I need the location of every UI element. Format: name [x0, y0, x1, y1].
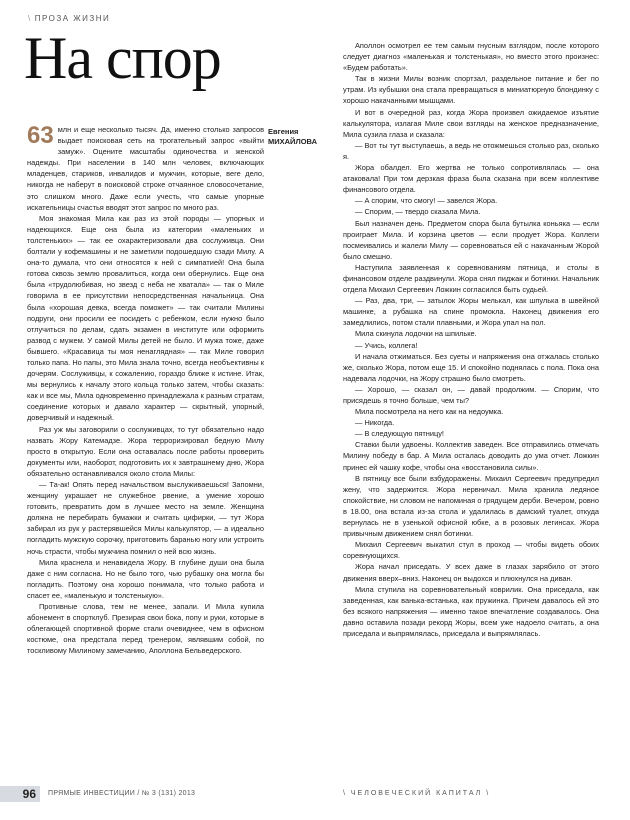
paragraph: В пятницу все были взбудоражены. Михаил Сергеевич предупредил жену, что задержится. Жора нервничал. Мила хранила ледяное спокойствие, ни словом не напоминая о грядущем дерби. Вечером, ровно в 18.00, она встала из-за стола и удалилась в дамский туалет, откуда вернулась не в узенькой офисной юбке, а в розовых легинсах. Жора привычным движением снял ботинки.: [343, 473, 599, 539]
paragraph: Так в жизни Милы возник спортзал, раздельное питание и бег по утрам. Из кубышки она стала превращаться в миниатюрную блондинку с хорошо накачанными мышцами.: [343, 74, 599, 106]
paragraph: — Учись, коллега!: [355, 340, 418, 350]
rubric-slash: \: [28, 14, 32, 23]
paragraph: — Никогда.: [355, 418, 395, 428]
paragraph: Михаил Сергеевич выкатил стул в проход — чтобы видеть обоих соревнующихся.: [343, 540, 599, 561]
paragraph: — Спорим, — твердо сказала Мила.: [355, 207, 481, 217]
paragraph: Мила ступила на соревновательный коврилик. Она приседала, как заведенная, как ванька-встанька, как пружинка. Причем давалось ей это без всякого напряжения — именно такое впечатление создавалось. Она давно оставила позади рекорд Жоры, всем уже надоело считать, а она приседала и выпрямлялась, приседала и выпрямлялась.: [343, 584, 599, 638]
paragraph: — Раз, два, три, — затылок Жоры мелькал, как шпулька в швейной машинке, а рубашка на спине промокла. Наконец движения его замедлились, потом стали плавными, и Жора упал на пол.: [343, 296, 599, 328]
paragraph: Мила краснела и ненавидела Жору. В глубине души она была даже с ним согласна. Но не было того, чью рубашку она могла бы погладить. Поэтому она хорошо понимала, что только работа и спасет ее, «маленькую и толстенькую».: [27, 557, 264, 600]
paragraph: Наступила заявленная к соревнованиям пятница, и столы в финансовом отделе раздвинули. Жора снял пиджак и ботинки. Начальник отдела Михаил Сергеевич Ложкин согласился быть судьей.: [343, 262, 599, 295]
page-footer: [0, 786, 630, 808]
author-last-name: МИХАЙЛОВА: [268, 137, 318, 146]
rubric-label: ПРОЗА ЖИЗНИ: [34, 14, 111, 23]
paragraph: Мила посмотрела на него как на недоумка.: [355, 407, 504, 417]
author-first-name: Евгения: [268, 127, 299, 136]
page-number: 96: [0, 786, 40, 802]
paragraph: Раз уж мы заговорили о сослуживцах, то тут обязательно надо назвать Жору Катемадзе. Жора терроризировал бедную Милу просто в открытую. Если она оставалась после работы проверить документы или, наоборот, подготовить их к завтрашнему дню, Жора обязательно останавливался около стола Милы:: [27, 424, 264, 478]
paragraph: [27, 124, 264, 213]
paragraph: И начала отжиматься. Без суеты и напряжения она отжалась столько же, сколько Жора, потом еще 15. И спокойно поднялась с пола. Пока она надевала лодочки, на Жору страшно было смотреть.: [343, 351, 599, 383]
paragraph: Аполлон осмотрел ее тем самым гнусным взглядом, после которого следует диагноз «маленькая и толстенькая», но вместо этого произнес: «Будем работать».: [343, 41, 599, 73]
paragraph-text: млн и еще несколько тысяч. Да, именно столько запросов выдает поисковая сеть на трогательный запрос «выйти замуж». Оцените масштабы одиночества и женской надежды. При населении в 140 млн человек, включающих младенцев, стариков, инвалидов и мужчин, которые, веге дело, никогда не наберут в поисковой строке отчаянное словосочетание, это слишком много. Даже если учесть, что самые упорные искательницы счастья вводят этот запрос по много раз.: [27, 125, 264, 212]
paragraph: — В следующую пятницу!: [355, 429, 444, 439]
paragraph: И вот в очередной раз, когда Жора произвел ожидаемое изъятие калькулятора, излагая Миле свои взгляды на женское предназначение, Мила сузила глаза и сказала:: [343, 107, 599, 139]
paragraph: Противные слова, тем не менее, запали. И Мила купила абонемент в спортклуб. Презирая свои бока, попу и руки, которые в облегающей спортивной форме стали очевиднее, чем в офисном костюме, она предстала перед тренером, являвшим собой, по тоскливому Милиному замечанию, Аполлона Бельведерского.: [27, 602, 264, 656]
author-byline: [268, 127, 338, 147]
paragraph: Мила скинула лодочки на шпильке.: [355, 329, 477, 339]
paragraph: — Хорошо, — сказал он, — давай продолжим. — Спорим, что присядешь я точно больше, чем ты?: [343, 384, 599, 405]
paragraph: — Вот ты тут выступаешь, а ведь не отожмешься столько раз, сколько я.: [343, 140, 599, 161]
magazine-issue: ПРЯМЫЕ ИНВЕСТИЦИИ / № 3 (131) 2013: [48, 790, 196, 797]
paragraph: Жора начал приседать. У всех даже в глазах зарябило от этого движения вверх–вниз. Наконец он выдохся и плюхнулся на диван.: [343, 562, 599, 583]
dropcap: 63: [27, 124, 54, 149]
headline: На спор: [24, 25, 221, 91]
paragraph: Жора обалдел. Его жертва не только сопротивлялась — она атаковала! При том дерзкая фраза была сказана при всем коллективе финансового отдела.: [343, 163, 599, 195]
paragraph: — Та-ак! Опять перед начальством выслуживаешься! Запомни, женщину украшает не служебное рвение, а умение хорошо готовить, превратить дом в лучшее место на земле. Женщина должна не перебирать бумажки и считать цифирки, — тут Жора забирал из рук у растерявшейся Милы калькулятор, — а идеально погладить мужскую сорочку, приготовить баранью ногу или устроить ночь страсти, чтобы мужчина помнил о ней всю жизнь.: [27, 480, 264, 556]
paragraph: Моя знакомая Мила как раз из этой породы — упорных и надеющихся. Еще она была из категории «маленьких и толстеньких» — так ее охарактеризовали два сослуживца. Они болтали у кофемашины и не заметили подошедшую сзади Милу. А она-то думала, что они относятся к ней с симпатией! Она была готова сквозь землю провалиться, когда они обернулись. Еще она была «трудолюбивая, но звезд с неба не хватала» — так о Миле говорила в ее присутствии непосредственная начальница. Она была «хорошая девка, всегда поможет» — так считали Милины подруги, они просили ее посидеть с ребенком, если нужно было отлучиться по делам, сдать экзамен в институте или оформить развод с мужем. У самой Милы детей не было. И мужа тоже, даже бывшего. «Красавица ты моя ненаглядная» — так Миле говорил только папа. Но папы, это Мила знала точно, всегда необъективны к дочерям. Сослуживцы, к сожалению, гораздо ближе к истине. Итак, мы вернулись к началу этого кольца только затем, чтобы сказать: как и все мы, Мила одновременно принадлежала к разным стратам, соединение которых и давало характер — скрытный, упорный, доверчивый и надежный.: [27, 213, 264, 423]
left-column: [27, 124, 264, 784]
paragraph: — А спорим, что смогу! — завелся Жора.: [355, 196, 498, 206]
section-name: \ ЧЕЛОВЕЧЕСКИЙ КАПИТАЛ \: [343, 790, 491, 797]
right-column: [343, 40, 599, 788]
paragraph: Был назначен день. Предметом спора была бутылка коньяка — если проиграет Мила. И корзина цветов — если продует Жора. Коллеги посмеивались и жалели Милу — соревноваться ей с накачанным Жорой было смешно.: [343, 218, 599, 261]
paragraph: Ставки были удвоены. Коллектив заведен. Все отправились отмечать Милину победу в бар. А Мила осталась доводить до ума отчет. Ложкин принес ей чашку кофе, чтобы она «восстановила силы».: [343, 440, 599, 472]
